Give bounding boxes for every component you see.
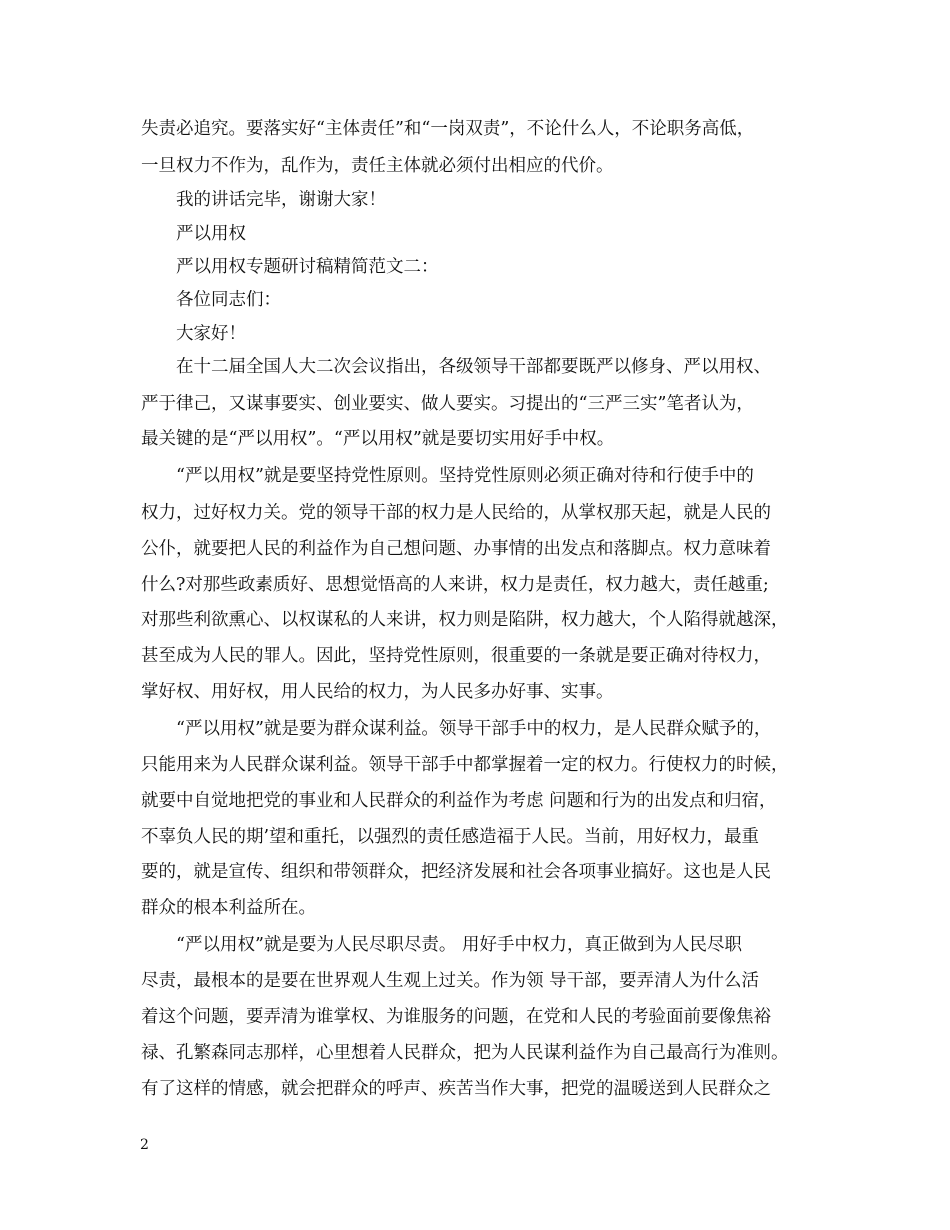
- text-line: 要的，就是宣传、组织和带领群众，把经济发展和社会各项事业搞好。这也是人民: [141, 862, 771, 882]
- text-line: 甚至成为人民的罪人。因此，坚持党性原则，很重要的一条就是要正确对待权力，: [141, 646, 771, 666]
- text-line: 一旦权力不作为，乱作为，责任主体就必须付出相应的代价。: [141, 156, 614, 176]
- text-line: 就要中自觉地把党的事业和人民群众的利益作为考虑 问题和行为的出发点和归宿，: [141, 791, 777, 811]
- text-line: 严于律己，又谋事要实、创业要实、做人要实。习提出的“三严三实”笔者认为，: [141, 394, 754, 414]
- page-number: 2: [140, 1137, 149, 1153]
- text-line: 什么?对那些政素质好、思想觉悟高的人来讲，权力是责任，权力越大，责任越重;: [141, 575, 769, 595]
- text-line: 权力，过好权力关。党的领导干部的权力是人民给的，从掌权那天起，就是人民的: [141, 503, 771, 523]
- text-line: 失责必追究。要落实好“主体责任”和“一岗双责”，不论什么人，不论职务高低，: [141, 119, 755, 139]
- text-line: 对那些利欲熏心、以权谋私的人来讲，权力则是陷阱，权力越大，个人陷得就越深，: [141, 610, 789, 630]
- text-line: 各位同志们：: [176, 290, 281, 310]
- text-line: 群众的根本利益所在。: [141, 898, 316, 918]
- text-line: 最关键的是“严以用权”。“严以用权”就是要切实用好手中权。: [141, 429, 615, 449]
- text-line: 严以用权专题研讨稿精简范文二：: [176, 257, 439, 277]
- text-line: 严以用权: [176, 224, 246, 244]
- text-line: 大家好！: [176, 324, 246, 344]
- text-line: 掌好权、用好权，用人民给的权力，为人民多办好事、实事。: [141, 682, 614, 702]
- text-line: 公仆，就要把人民的利益作为自己想问题、办事情的出发点和落脚点。权力意味着: [141, 539, 771, 559]
- text-line: 只能用来为人民群众谋利益。领导干部手中都掌握着一定的权力。行使权力的时候，: [141, 755, 789, 775]
- text-line: 在十二届全国人大二次会议指出，各级领导干部都要既严以修身、严以用权、: [176, 357, 771, 377]
- text-line: 有了这样的情感，就会把群众的呼声、疾苦当作大事，把党的温暖送到人民群众之: [141, 1079, 771, 1099]
- text-line: 着这个问题，要弄清为谁掌权、为谁服务的问题，在党和人民的考验面前要像焦裕: [141, 1007, 771, 1027]
- text-line: “严以用权”就是要为群众谋利益。领导干部手中的权力，是人民群众赋予的，: [176, 719, 772, 739]
- text-line: 禄、孔繁森同志那样，心里想着人民群众，把为人民谋利益作为自己最高行为准则。: [141, 1043, 789, 1063]
- text-line: 我的讲话完毕，谢谢大家！: [176, 190, 386, 210]
- text-line: “严以用权”就是要坚持党性原则。坚持党性原则必须正确对待和行使手中的: [176, 466, 754, 486]
- text-line: 尽责，最根本的是要在世界观人生观上过关。作为领 导干部，要弄清人为什么活: [141, 971, 760, 991]
- text-line: 不辜负人民的期’望和重托，以强烈的责任感造福于人民。当前，用好权力，最重: [141, 827, 760, 847]
- text-line: “严以用权”就是要为人民尽职尽责。 用好手中权力，真正做到为人民尽职: [176, 935, 742, 955]
